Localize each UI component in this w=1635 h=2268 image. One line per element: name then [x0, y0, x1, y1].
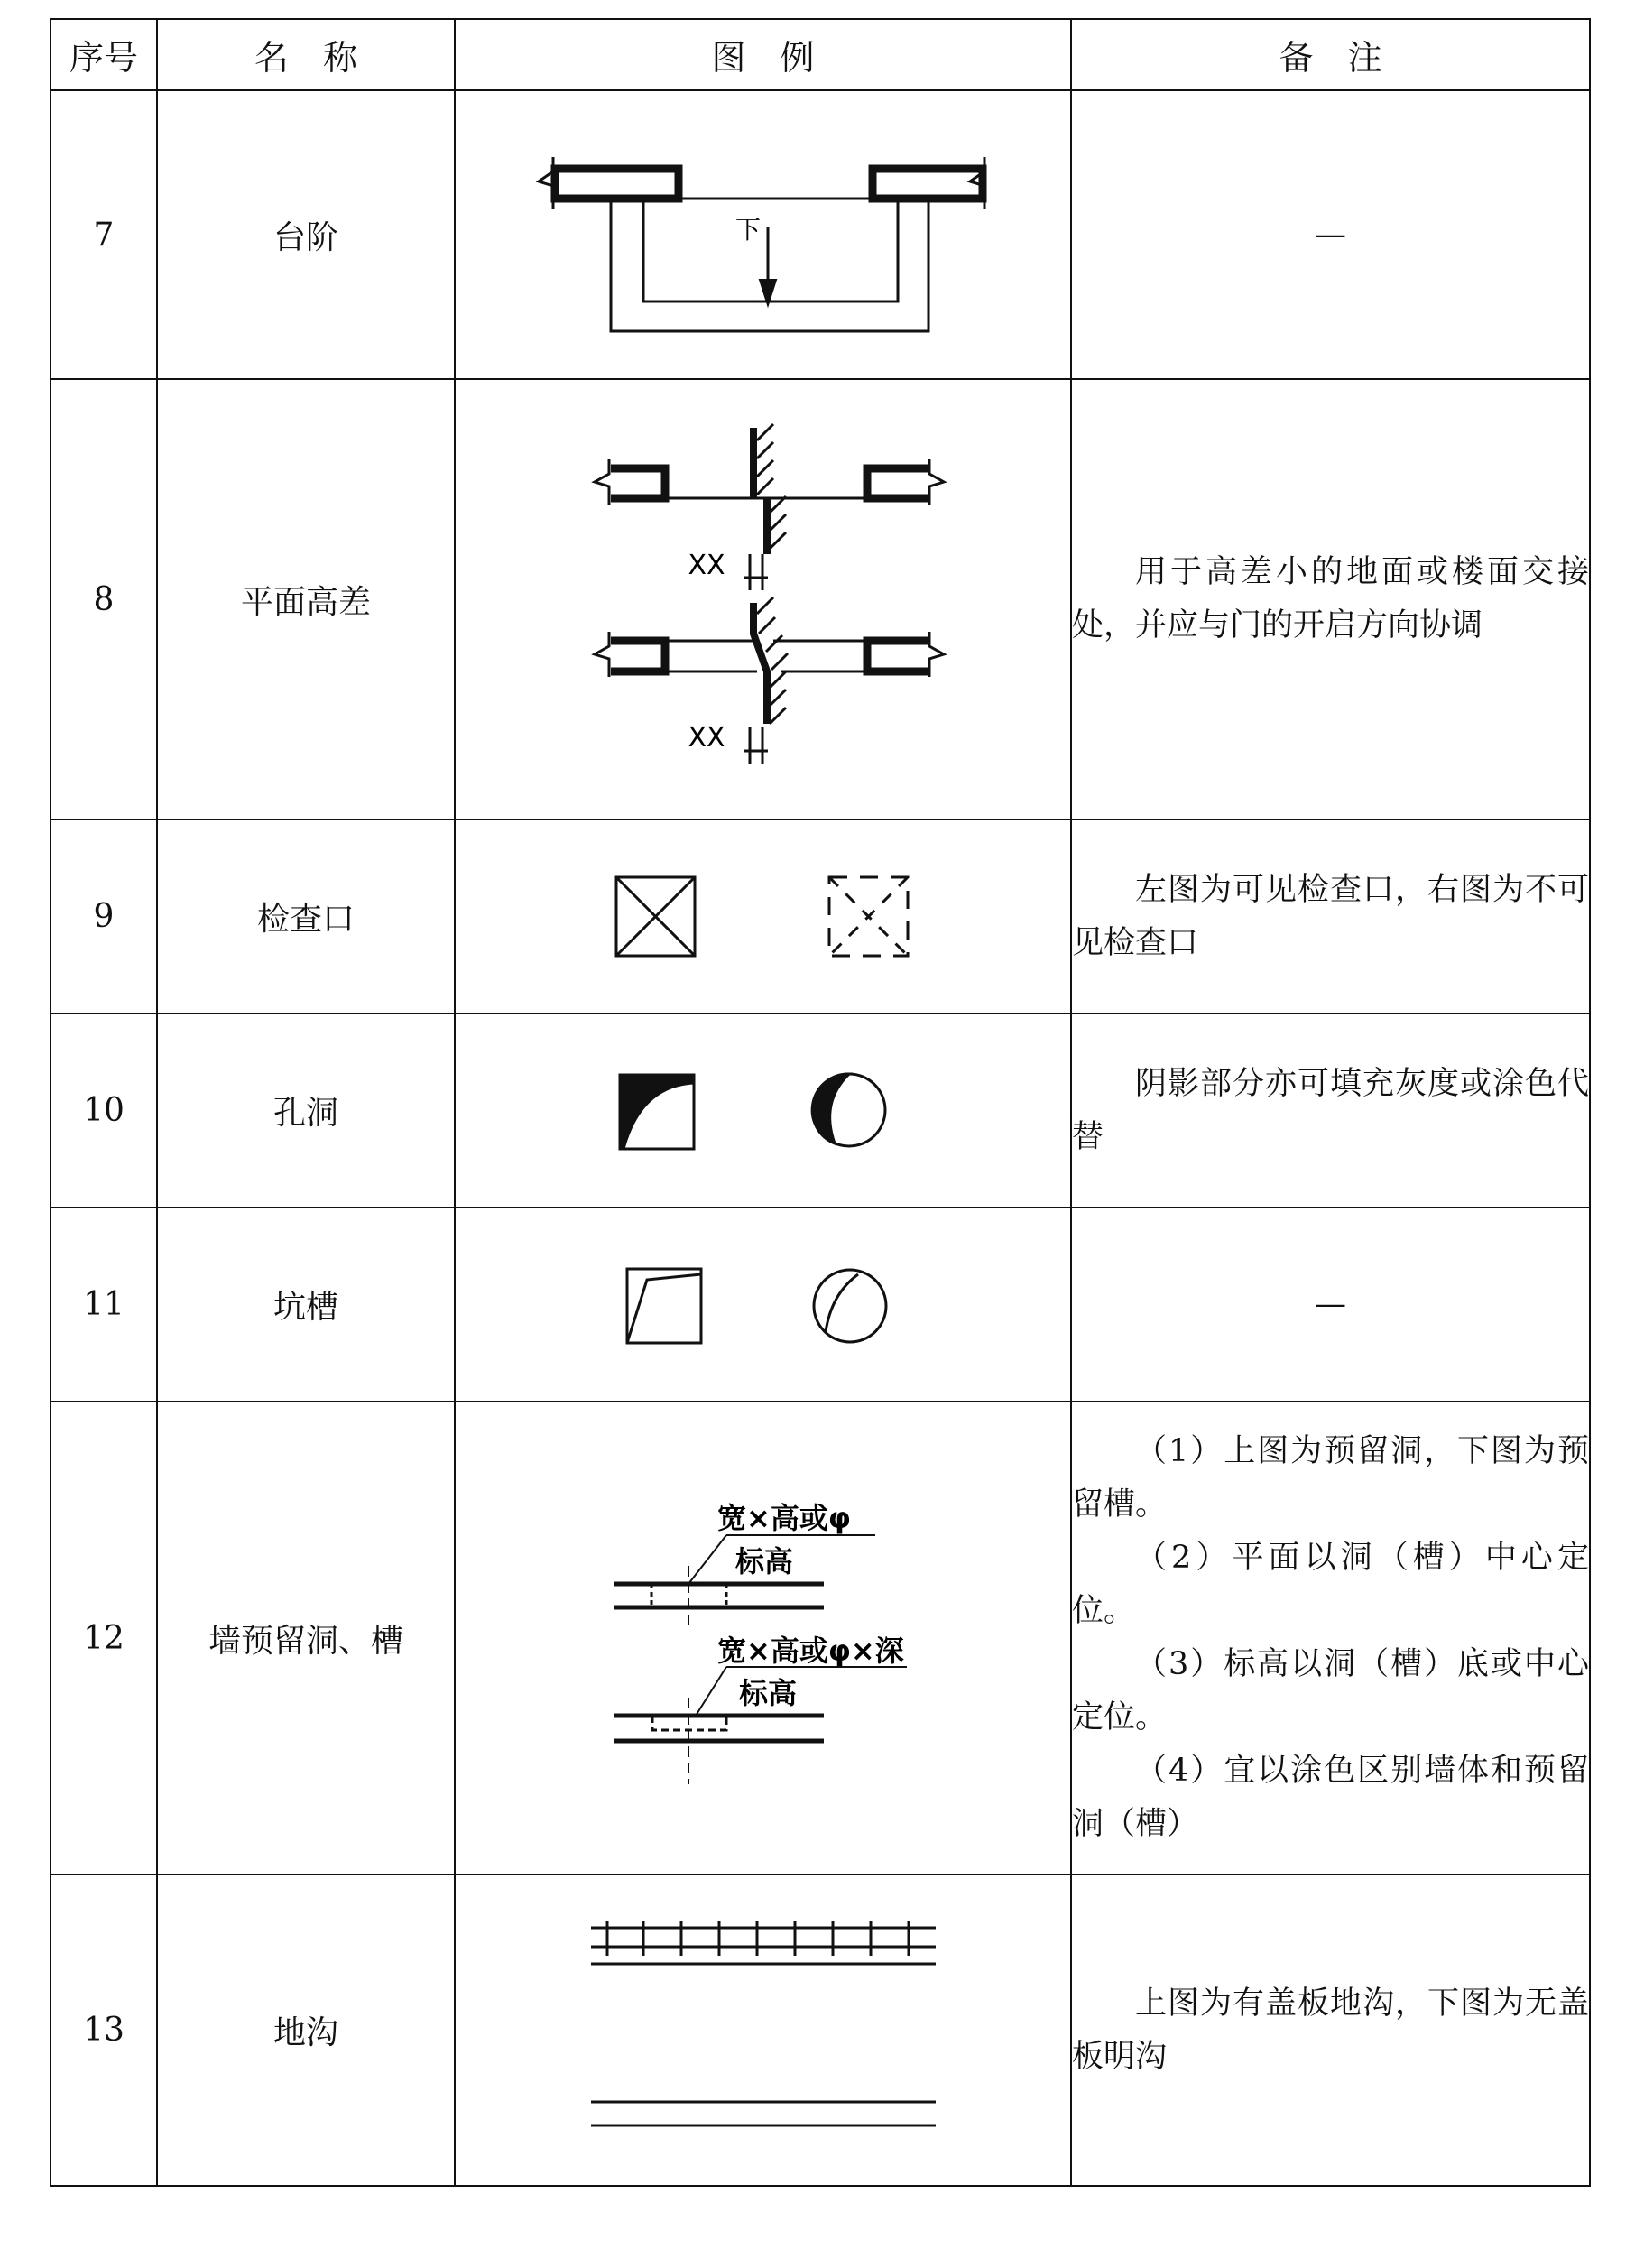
row-number: 9	[51, 819, 157, 1014]
header-figure: 图 例	[455, 19, 1071, 90]
row-note	[1071, 819, 1590, 1014]
note-item: （4）宜以涂色区别墙体和预留洞（槽）	[1072, 1753, 1589, 1842]
row-name: 地沟	[157, 1875, 455, 2186]
row-note	[1071, 1875, 1590, 2186]
figure-pit	[455, 1208, 1071, 1402]
row-note	[1071, 379, 1590, 819]
row-name: 检查口	[157, 819, 455, 1014]
row-number: 13	[51, 1875, 157, 2186]
figure-level-difference	[455, 379, 1071, 819]
trench-symbol	[456, 1876, 1072, 2184]
row-note: —	[1071, 1208, 1590, 1402]
row-number: 10	[51, 1014, 157, 1208]
note-item: （1）上图为预留洞，下图为预留槽。	[1072, 1433, 1589, 1523]
note-item: （3）标高以洞（槽）底或中心定位。	[1072, 1646, 1589, 1736]
table-row	[51, 379, 1590, 819]
table-row	[51, 90, 1590, 379]
row-name: 台阶	[157, 90, 455, 379]
header-note: 备 注	[1071, 19, 1590, 90]
header-name: 名 称	[157, 19, 455, 90]
level-label-lower: XX	[688, 722, 725, 754]
groove-size-label: 宽×高或φ×深	[717, 1634, 904, 1668]
table-header-row	[51, 19, 1590, 90]
table-row	[51, 1014, 1590, 1208]
hole-elevation-label: 标高	[735, 1544, 794, 1578]
groove-elevation-label: 标高	[739, 1676, 798, 1710]
figure-steps	[455, 90, 1071, 379]
note-item: （2）平面以洞（槽）中心定位。	[1072, 1540, 1589, 1629]
pit-symbol	[456, 1209, 1072, 1400]
legend-table	[50, 18, 1591, 2187]
row-name: 墙预留洞、槽	[157, 1402, 455, 1875]
note-text: 上图为有盖板地沟，下图为无盖板明沟	[1072, 1985, 1589, 2075]
row-number: 7	[51, 90, 157, 379]
row-name: 平面高差	[157, 379, 455, 819]
table-row	[51, 819, 1590, 1014]
note-text: 左图为可见检查口，右图为不可见检查口	[1072, 871, 1589, 961]
row-name: 坑槽	[157, 1208, 455, 1402]
level-label-upper: XX	[688, 550, 725, 581]
row-number: 8	[51, 379, 157, 819]
table-row	[51, 1208, 1590, 1402]
note-text: 阴影部分亦可填充灰度或涂色代替	[1072, 1065, 1589, 1155]
row-number: 11	[51, 1208, 157, 1402]
wall-opening-symbol	[456, 1403, 1072, 1873]
row-note: —	[1071, 90, 1590, 379]
figure-wall-opening	[455, 1402, 1071, 1875]
row-note	[1071, 1402, 1590, 1875]
note-text: 用于高差小的地面或楼面交接处，并应与门的开启方向协调	[1072, 554, 1589, 643]
figure-trench	[455, 1875, 1071, 2186]
steps-symbol	[456, 92, 1072, 377]
steps-down-label: 下	[734, 215, 762, 245]
hole-size-label: 宽×高或φ	[717, 1501, 851, 1535]
figure-inspection-opening	[455, 819, 1071, 1014]
figure-hole	[455, 1014, 1071, 1208]
hole-symbol	[456, 1015, 1072, 1206]
row-note	[1071, 1014, 1590, 1208]
table-row	[51, 1875, 1590, 2186]
level-difference-symbol	[456, 381, 1072, 818]
row-name: 孔洞	[157, 1014, 455, 1208]
table-row	[51, 1402, 1590, 1875]
header-no: 序号	[51, 19, 157, 90]
inspection-opening-symbol	[456, 821, 1072, 1012]
row-number: 12	[51, 1402, 157, 1875]
